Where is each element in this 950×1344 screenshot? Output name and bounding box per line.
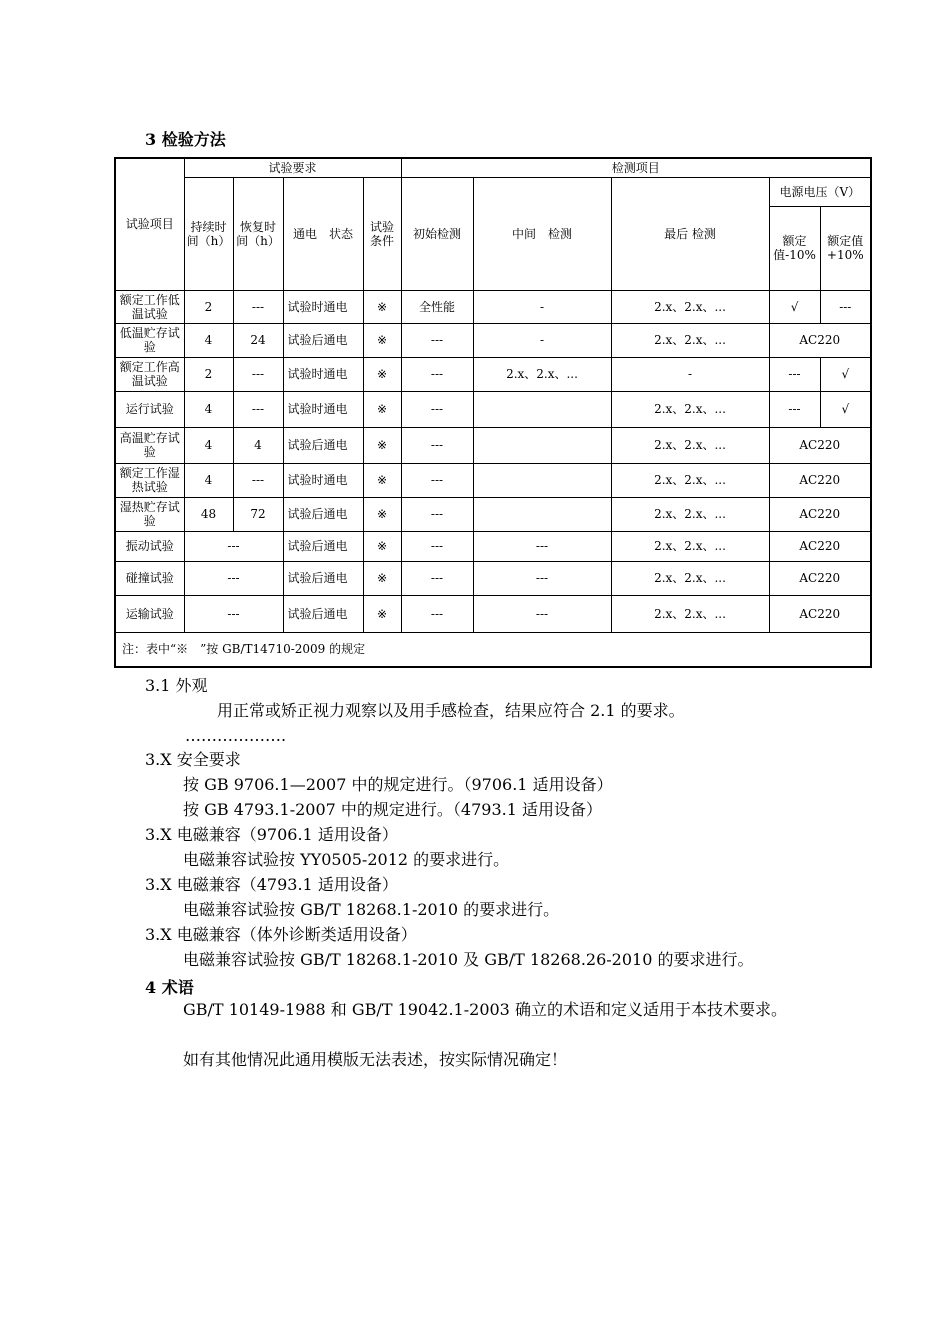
cell-ac: AC220 bbox=[769, 427, 871, 463]
table-note: 注：表中“※ ”按 GB/T14710-2009 的规定 bbox=[115, 632, 871, 667]
table-row bbox=[115, 595, 871, 632]
table-row bbox=[115, 323, 871, 357]
cell-condition: ※ bbox=[363, 531, 401, 561]
cell-power: 试验时通电 bbox=[283, 463, 363, 497]
cell-initial: --- bbox=[401, 561, 473, 595]
cell-middle: - bbox=[473, 290, 611, 323]
cell-initial: --- bbox=[401, 531, 473, 561]
cell-power: 试验后通电 bbox=[283, 323, 363, 357]
cell-middle: --- bbox=[473, 595, 611, 632]
cell-condition: ※ bbox=[363, 463, 401, 497]
cell-initial: --- bbox=[401, 463, 473, 497]
terms-body: GB/T 10149-1988 和 GB/T 19042.1-2003 确立的术语和定义适用于本技术要求。 bbox=[183, 1000, 787, 1019]
cell-power: 试验时通电 bbox=[283, 290, 363, 323]
cell-duration-recovery: --- bbox=[184, 561, 283, 595]
cell-item: 额定工作高温试验 bbox=[115, 357, 184, 391]
cell-duration: 4 bbox=[184, 323, 233, 357]
header-rated-plus: 额定值+10% bbox=[820, 206, 871, 290]
cell-middle: - bbox=[473, 323, 611, 357]
cell-duration: 4 bbox=[184, 391, 233, 427]
cell-vplus: √ bbox=[820, 357, 871, 391]
cell-middle: --- bbox=[473, 531, 611, 561]
cell-ac: AC220 bbox=[769, 463, 871, 497]
cell-final: 2.x、2.x、... bbox=[611, 391, 769, 427]
cell-recovery: --- bbox=[233, 357, 283, 391]
table-row bbox=[115, 357, 871, 391]
cell-final: 2.x、2.x、... bbox=[611, 497, 769, 531]
header-middle: 中间 检测 bbox=[473, 177, 611, 290]
table-row bbox=[115, 497, 871, 531]
cell-vminus: √ bbox=[769, 290, 820, 323]
cell-condition: ※ bbox=[363, 391, 401, 427]
cell-duration: 2 bbox=[184, 357, 233, 391]
cell-recovery: 72 bbox=[233, 497, 283, 531]
table-row bbox=[115, 427, 871, 463]
emc-ivd-title: 3.X 电磁兼容（体外诊断类适用设备） bbox=[145, 925, 417, 944]
cell-middle: 2.x、2.x、... bbox=[473, 357, 611, 391]
cell-duration-recovery: --- bbox=[184, 531, 283, 561]
cell-recovery: 4 bbox=[233, 427, 283, 463]
cell-power: 试验后通电 bbox=[283, 427, 363, 463]
header-power-state: 通电 状态 bbox=[283, 177, 363, 290]
cell-item: 振动试验 bbox=[115, 531, 184, 561]
cell-vminus: --- bbox=[769, 357, 820, 391]
cell-initial: --- bbox=[401, 427, 473, 463]
cell-ac: AC220 bbox=[769, 561, 871, 595]
cell-final: 2.x、2.x、... bbox=[611, 595, 769, 632]
cell-initial: 全性能 bbox=[401, 290, 473, 323]
cell-condition: ※ bbox=[363, 595, 401, 632]
cell-duration: 4 bbox=[184, 463, 233, 497]
cell-recovery: --- bbox=[233, 463, 283, 497]
cell-final: 2.x、2.x、... bbox=[611, 463, 769, 497]
header-recovery: 恢复时间（h） bbox=[233, 177, 283, 290]
cell-condition: ※ bbox=[363, 427, 401, 463]
emc-9706-body: 电磁兼容试验按 YY0505-2012 的要求进行。 bbox=[183, 850, 510, 869]
cell-item: 低温贮存试验 bbox=[115, 323, 184, 357]
header-rated-minus: 额定值-10% bbox=[769, 206, 820, 290]
cell-item: 运行试验 bbox=[115, 391, 184, 427]
header-voltage: 电源电压（V） bbox=[769, 177, 871, 206]
cell-final: 2.x、2.x、... bbox=[611, 561, 769, 595]
cell-item: 高温贮存试验 bbox=[115, 427, 184, 463]
emc-ivd-body: 电磁兼容试验按 GB/T 18268.1-2010 及 GB/T 18268.26-2010 的要求进行。 bbox=[183, 950, 754, 969]
cell-condition: ※ bbox=[363, 561, 401, 595]
cell-condition: ※ bbox=[363, 290, 401, 323]
cell-final: - bbox=[611, 357, 769, 391]
cell-initial: --- bbox=[401, 357, 473, 391]
cell-recovery: 24 bbox=[233, 323, 283, 357]
cell-recovery: --- bbox=[233, 391, 283, 427]
cell-vplus: --- bbox=[820, 290, 871, 323]
cell-power: 试验时通电 bbox=[283, 357, 363, 391]
emc-4793-title: 3.X 电磁兼容（4793.1 适用设备） bbox=[145, 875, 398, 894]
cell-power: 试验后通电 bbox=[283, 531, 363, 561]
cell-item: 额定工作湿热试验 bbox=[115, 463, 184, 497]
table-row bbox=[115, 391, 871, 427]
cell-ac: AC220 bbox=[769, 323, 871, 357]
cell-duration: 4 bbox=[184, 427, 233, 463]
closing-note: 如有其他情况此通用模版无法表述，按实际情况确定！ bbox=[183, 1050, 568, 1069]
cell-power: 试验后通电 bbox=[283, 497, 363, 531]
cell-final: 2.x、2.x、... bbox=[611, 323, 769, 357]
cell-recovery: --- bbox=[233, 290, 283, 323]
header-test-requirements: 试验要求 bbox=[184, 158, 401, 177]
cell-initial: --- bbox=[401, 497, 473, 531]
safety-line-1: 按 GB 9706.1—2007 中的规定进行。（9706.1 适用设备） bbox=[183, 775, 613, 794]
cell-middle: --- bbox=[473, 561, 611, 595]
cell-duration-recovery: --- bbox=[184, 595, 283, 632]
cell-middle bbox=[473, 391, 611, 427]
header-initial: 初始检测 bbox=[401, 177, 473, 290]
cell-final: 2.x、2.x、... bbox=[611, 427, 769, 463]
inspection-method-table bbox=[114, 157, 872, 668]
header-final: 最后 检测 bbox=[611, 177, 769, 290]
header-detection-items: 检测项目 bbox=[401, 158, 871, 177]
cell-vplus: √ bbox=[820, 391, 871, 427]
header-item: 试验项目 bbox=[115, 158, 184, 290]
header-duration: 持续时间（h） bbox=[184, 177, 233, 290]
section-3-1-body: 用正常或矫正视力观察以及用手感检查，结果应符合 2.1 的要求。 bbox=[217, 701, 685, 720]
cell-condition: ※ bbox=[363, 357, 401, 391]
cell-ac: AC220 bbox=[769, 595, 871, 632]
cell-ac: AC220 bbox=[769, 497, 871, 531]
cell-item: 碰撞试验 bbox=[115, 561, 184, 595]
cell-initial: --- bbox=[401, 323, 473, 357]
emc-9706-title: 3.X 电磁兼容（9706.1 适用设备） bbox=[145, 825, 398, 844]
cell-initial: --- bbox=[401, 595, 473, 632]
cell-vminus: --- bbox=[769, 391, 820, 427]
cell-item: 湿热贮存试验 bbox=[115, 497, 184, 531]
cell-condition: ※ bbox=[363, 323, 401, 357]
cell-middle bbox=[473, 497, 611, 531]
safety-line-2: 按 GB 4793.1-2007 中的规定进行。（4793.1 适用设备） bbox=[183, 800, 602, 819]
table-row bbox=[115, 561, 871, 595]
section-heading-4: 4 术语 bbox=[145, 978, 194, 997]
cell-initial: --- bbox=[401, 391, 473, 427]
cell-middle bbox=[473, 427, 611, 463]
cell-condition: ※ bbox=[363, 497, 401, 531]
cell-duration: 2 bbox=[184, 290, 233, 323]
emc-4793-body: 电磁兼容试验按 GB/T 18268.1-2010 的要求进行。 bbox=[183, 900, 560, 919]
section-3-1-title: 3.1 外观 bbox=[145, 676, 208, 695]
cell-duration: 48 bbox=[184, 497, 233, 531]
cell-item: 运输试验 bbox=[115, 595, 184, 632]
section-heading-3: 3 检验方法 bbox=[145, 130, 226, 149]
cell-final: 2.x、2.x、... bbox=[611, 290, 769, 323]
cell-item: 额定工作低温试验 bbox=[115, 290, 184, 323]
ellipsis-dots: ………………. bbox=[185, 726, 287, 745]
cell-middle bbox=[473, 463, 611, 497]
cell-power: 试验后通电 bbox=[283, 595, 363, 632]
cell-final: 2.x、2.x、... bbox=[611, 531, 769, 561]
header-condition: 试验条件 bbox=[363, 177, 401, 290]
table-row bbox=[115, 290, 871, 323]
cell-power: 试验后通电 bbox=[283, 561, 363, 595]
cell-ac: AC220 bbox=[769, 531, 871, 561]
safety-title: 3.X 安全要求 bbox=[145, 750, 241, 769]
table-row bbox=[115, 463, 871, 497]
cell-power: 试验时通电 bbox=[283, 391, 363, 427]
table-row bbox=[115, 531, 871, 561]
